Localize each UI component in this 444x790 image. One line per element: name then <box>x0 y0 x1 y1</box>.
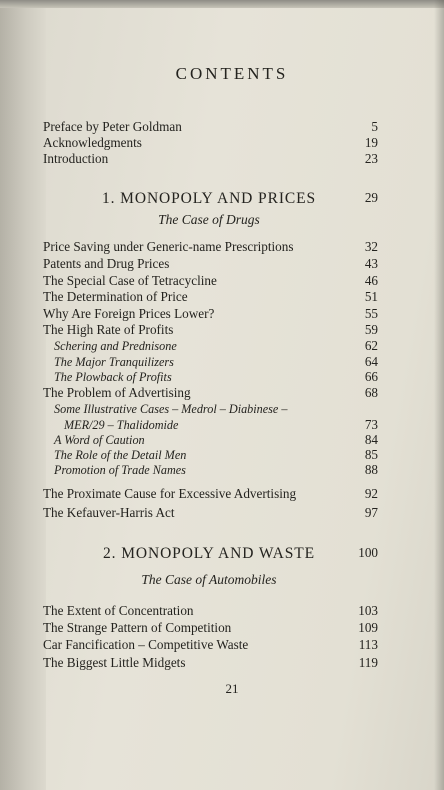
page-top-edge <box>0 0 444 8</box>
toc-entry <box>43 239 378 255</box>
toc-entry-page: 23 <box>364 151 378 166</box>
toc-entry-title: The Biggest Little Midgets <box>43 655 186 670</box>
toc-entry <box>43 505 378 521</box>
toc-entry-title: The Determination of Price <box>43 289 188 304</box>
chapter-1-title: 1. MONOPOLY AND PRICES <box>101 190 317 207</box>
toc-entry-page: 59 <box>364 322 378 337</box>
toc-entry-page: 119 <box>358 655 378 670</box>
toc-entry-title: The Strange Pattern of Competition <box>43 620 232 635</box>
chapter-2-title: 2. MONOPOLY AND WASTE <box>103 545 315 562</box>
toc-entry-title: Preface by Peter Goldman <box>43 119 182 134</box>
toc-entry <box>43 655 378 671</box>
toc-entry <box>43 119 378 135</box>
toc-subentry <box>64 417 378 433</box>
toc-entry-page: 64 <box>364 354 378 369</box>
toc-entry <box>43 486 378 502</box>
toc-entry-page: 62 <box>364 338 378 353</box>
toc-entry-title: The Proximate Cause for Excessive Advertising <box>43 486 297 501</box>
toc-entry-title: Patents and Drug Prices <box>43 256 170 271</box>
toc-subentry <box>54 447 378 463</box>
toc-entry <box>43 306 378 322</box>
toc-entry-page: 32 <box>364 239 378 254</box>
toc-entry-page: 103 <box>358 603 378 618</box>
contents-heading: CONTENTS <box>175 64 289 83</box>
page-gutter <box>0 0 46 790</box>
toc-entry-page: 66 <box>364 369 378 384</box>
chapter-2-heading <box>0 545 378 563</box>
toc-entry-title: Car Fancification – Competitive Waste <box>43 637 249 652</box>
chapter-1-subtitle: The Case of Drugs <box>158 212 260 227</box>
toc-subentry <box>54 354 378 370</box>
toc-entry-title: Introduction <box>43 151 109 166</box>
toc-entry-page: 43 <box>364 256 378 271</box>
toc-entry <box>43 256 378 272</box>
toc-entry-title: Acknowledgments <box>43 135 142 150</box>
toc-entry-page: 109 <box>358 620 378 635</box>
toc-entry <box>43 273 378 289</box>
toc-entry-page: 97 <box>364 505 378 520</box>
toc-entry-page: 55 <box>364 306 378 321</box>
toc-entry-page: 88 <box>364 462 378 477</box>
toc-subentry <box>54 432 378 448</box>
toc-entry-page: 46 <box>364 273 378 288</box>
chapter-1-heading <box>0 190 378 208</box>
toc-entry <box>43 603 378 619</box>
toc-entry <box>43 620 378 636</box>
chapter-2-subtitle: The Case of Automobiles <box>141 572 277 587</box>
toc-entry-page: 85 <box>364 447 378 462</box>
toc-entry <box>43 151 378 167</box>
toc-entry-title: Schering and Prednisone <box>54 339 177 353</box>
toc-entry-title: Some Illustrative Cases – Medrol – Diabinese – <box>54 402 288 416</box>
chapter-2-page: 100 <box>358 545 378 560</box>
toc-entry-page: 84 <box>364 432 378 447</box>
page-right-edge <box>434 0 444 790</box>
toc-entry-page: 68 <box>364 385 378 400</box>
toc-entry-title: The Plowback of Profits <box>54 370 172 384</box>
chapter-1-page: 29 <box>364 190 378 205</box>
toc-subentry <box>54 462 378 478</box>
toc-entry <box>43 637 378 653</box>
toc-subentry <box>54 338 378 354</box>
toc-entry-page: 19 <box>364 135 378 150</box>
toc-entry-title: A Word of Caution <box>54 433 145 447</box>
toc-entry-title: The Major Tranquilizers <box>54 355 174 369</box>
toc-entry-page: 5 <box>371 119 378 134</box>
toc-entry-title: The Extent of Concentration <box>43 603 194 618</box>
toc-entry-page: 92 <box>364 486 378 501</box>
toc-entry <box>43 385 378 401</box>
toc-subentry <box>54 369 378 385</box>
toc-entry <box>43 289 378 305</box>
toc-entry <box>43 322 378 338</box>
toc-entry-title: MER/29 – Thalidomide <box>64 418 179 432</box>
toc-entry-title: The Special Case of Tetracycline <box>43 273 217 288</box>
toc-entry-page: 73 <box>364 417 378 432</box>
toc-entry-title: The Problem of Advertising <box>43 385 191 400</box>
toc-entry-title: The Role of the Detail Men <box>54 448 187 462</box>
toc-entry-title: Promotion of Trade Names <box>54 463 186 477</box>
toc-subentry <box>54 401 378 417</box>
toc-entry-page: 51 <box>364 289 378 304</box>
page-number: 21 <box>225 681 239 696</box>
toc-entry-title: The Kefauver-Harris Act <box>43 505 175 520</box>
toc-entry-page: 113 <box>358 637 378 652</box>
toc-entry-title: Why Are Foreign Prices Lower? <box>43 306 215 321</box>
toc-entry-title: The High Rate of Profits <box>43 322 174 337</box>
toc-entry-title: Price Saving under Generic-name Prescriptions <box>43 239 294 254</box>
toc-entry <box>43 135 378 151</box>
